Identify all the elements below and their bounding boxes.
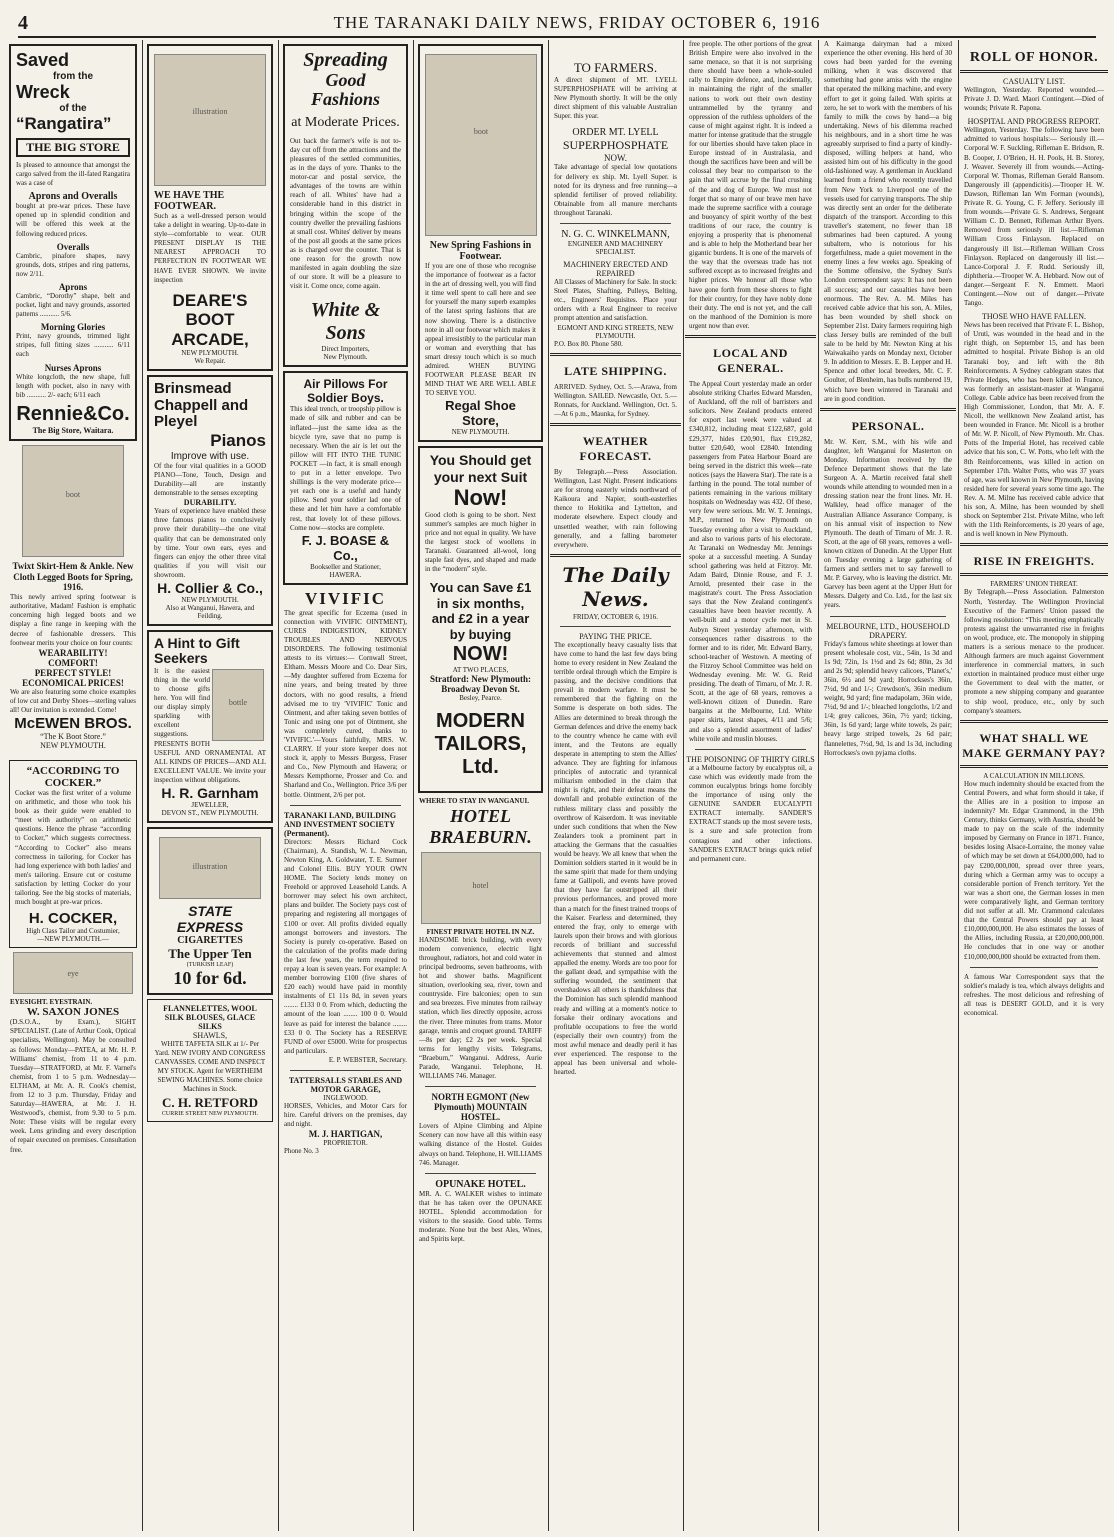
germany-text: How much indemnity should be exacted from the Central Powers, and what form should it take, if the Allies are in a position to impose an indemnity? Mr. Edgar Crammond, in the 19th Century, thinks Germany, with Austria, should be made to pay on the scale of the indemnity imposed by Germany on France in 1871. France, besides losing Alsace-Lorraine, the money value of which may be set down at £64,000,000, had to pay £200,000,000, spread over three years, during which a German army was to occupy a considerable portion of French territory. Yet the war was a short one, the German losses in men were comparatively light, and German territory did not suffer at all. Mr. Crammond calculates that the Central Powers should pay at least £10,000,000,000. He also estimates the losses of the Allies, including Russia, at £20,000,000,000. He concludes that in one way or another £10,000,000,000 should be extracted from them. <box>964 779 1104 961</box>
taranaki-society-text: Directors: Messrs Richard Cock (Chairman), A. Standish, W. L. Newman, Newton King, A. Goldwater, T. E. Sumner and Colonel Ellis. BUY YOUR OWN HOME. The Society lends money on Freehold or approved Leasehold Lands. A borrower may select his own architect, plans and builder. The Society pays cost of preparing and registering all mortgages of £100 or over. All profits divided equally amongst borrowers and investors. The Society is purely co-operative. Based on the calculation of the profits made during the last few years, the term required to repay a loan is seven years. For example: A member borrowing £100 (five shares of £20 each) would have paid in monthly instalments of £1 11s 8d, in seven years ........ £133 0 0. From which, deducting the amount of the loan ........ 100 0 0. Would leave as paid for interest the balance ........ £33 0 0. The Society has a RESERVE FUND of over £5000. Write for prospectus and particulars. <box>284 837 407 1055</box>
retford-name: C. H. RETFORD <box>161 1094 259 1110</box>
state-express-upper-ten: The Upper Ten <box>168 946 252 962</box>
mcewen-text-2: We are also featuring some choice examples of low cut and Derby Shoes—sterling values all! Our invitation is extended. Come! <box>10 687 136 714</box>
taranaki-society-heading: TARANAKI LAND, BUILDING AND INVESTMENT SOCIETY (Permanent). <box>284 810 397 838</box>
deare-headline: WE HAVE THE FOOTWEAR. <box>154 190 225 212</box>
column-1 <box>6 40 140 1531</box>
column-rule <box>278 40 279 1531</box>
editorial-continued: free people. The other portions of the great British Empire were also involved in the same menace, so that it is not surprising there should have been a whole-souled rally to Empire defence, and, incidentally, in maintaining the right of the smaller nations to work out their own destiny untrammelled by the tyranny and oppression of the ruthless upholders of the cause of might against right. It is indeed a matter for intense gratitude that the struggle for our liberties should have taken place in Europe instead of in Australasia, and though the sacrifices have been and will be colossal they bear no comparison to the gain that will accrue by the final crushing of the and dog of Europe. We must not forget that so many of our brave men have made the supreme sacrifice with a courage and buoyancy of spirit worthy of the best traditions of our race, the country is enjoying a prosperity that is phenomenal and is able to help the Motherland bear her gigantic burdens. It is one of the marvels of the way that the overseas trade has not suffered except as to increased freights and higher prices. We honour all those who have gone forth from these shores to fight for their country, for they have nobly done their duty. The end is not yet, and the call on the manhood of the Dominion is more urgent now than ever. <box>689 40 812 330</box>
collier-durability: DURABILITY. <box>183 498 237 508</box>
casualty-heading: CASUALTY LIST. <box>1003 77 1065 86</box>
cocker-tagline: High Class Tailor and Costumier, <box>26 927 120 936</box>
column-6 <box>685 40 816 1531</box>
rennie-headline-4: of the <box>59 103 87 114</box>
column-3 <box>280 40 411 1531</box>
weather-heading: WEATHER FORECAST. <box>579 433 652 463</box>
rennie-tagline: The Big Store, Waitara. <box>32 425 114 435</box>
rennie-name: Rennie&Co. <box>16 402 130 425</box>
cocker-name: H. COCKER, <box>28 910 118 928</box>
modern-tailors-headline: You Should get your next Suit <box>429 452 532 485</box>
winkelmann-box: P.O. Box 80. Phone 580. <box>554 339 623 348</box>
hotel-illustration: hotel <box>421 852 541 924</box>
woman-illustration: illustration <box>159 837 261 899</box>
deare-advert <box>147 44 273 371</box>
mcewen-point-2: COMFORT! <box>48 657 98 668</box>
state-express-price: 10 for 6d. <box>173 968 247 989</box>
tea-notice: A famous War Correspondent says that the soldier's malady is tea, which always delights and refreshes. The most delicious and refreshing of all teas is DESERT GOLD, and it is very economical. <box>964 972 1104 1017</box>
hospital-text: Wellington, Yesterday. The following have been admitted to various hospitals:— Seriously ill.—Corporal W. F. Suckling, Rifleman E. Bridson, R. B. Cooper, J. O'Brien, H. H. Pools, H. B. Storey, J. Weaver. Severely ill from wounds.—Acting-Corporal W. Thomas, Rifleman Gerald Ransom. Dangerously ill (appendicitis).—Trooper H. W. Dawson, Rifleman Ian Wm Forman (wounds), Private R. G. Young, C. F. Jeffery. Seriously ill from wounds.—Private G. S. Andrews, Sergeant William C. D. Bennett, Rifleman Arthur Byers. Removed from seriously ill list.—Rifleman William Cross Finlayson. Replaced on dangerously ill list.—Rifleman William Cross Finlayson. Replaced on dangerously ill list.—Lance-Corporal J. F. Rudd. Seriously ill, diphtheria.—Trooper W. A. Hebbard. Now out of danger.—Sergeant F. N. Emmett. Maori Contingent.—Now out of danger.—Private Tango. <box>964 126 1104 308</box>
column-rule <box>413 40 414 1531</box>
modern-tailors-save: You can Save £1 in six months, and £2 in a year by buying <box>429 580 532 643</box>
deare-name: DEARE'S BOOT ARCADE, <box>171 290 249 349</box>
opunake-text: MR. A. C. WALKER wishes to intimate that he has taken over the OPUNAKE HOTEL. Splendid accommodation for visitors to the seaside. Good table. Terms moderate. None but the best Ales, Wines, and Spirits kept. <box>419 1189 542 1244</box>
modern-tailors-now: Now! <box>453 484 508 510</box>
retford-text: WHITE TAFFETA SILK at 1/- Per Yard. NEW IVORY AND CONGRESS CANVASSES. COME AND INSPECT MY STOCK. Agent for WERTHEIM SEWING MACHINES. Some choice Machines in Stock. <box>154 1040 266 1094</box>
garnham-name: H. R. Garnham <box>161 785 259 802</box>
white-sons-town: New Plymouth. <box>323 353 368 362</box>
cocker-text: Cocker was the first writer of a volume on arithmetic, and those who took his book as their guide were enabled to “meet with authority” on arithmetic questions. Hence the phrase “according to Cocker,” which suggests correctness. “According to Cocker” also means correctness in tailoring, for Cocker has had long experience with both ladies' and men's tailoring. Ensure cut or costume satisfaction by letting Cocker do your tailoring. See the big stocks of materials, much bought at pre-war prices. <box>15 789 131 907</box>
collier-improve: Improve with use. <box>170 450 250 462</box>
nurses-aprons-heading: Nurses Aprons <box>44 362 102 373</box>
mcewen-point-1: WEARABILITY! <box>38 647 108 658</box>
order-heading: ORDER MT. LYELL <box>572 127 659 139</box>
white-sons-name: White & Sons <box>310 299 381 345</box>
vivific-text: The great specific for Eczema (used in connection with VIVIFIC OINTMENT), CURES INDIGESTION, KIDNEY TROUBLES AND NERVOUS DISORDERS. The following testimonial attests to its virtues:— Cornwall Street, Eltham. Messrs Moore and Co. Dear Sirs,—My daughter suffered from Eczema for nine years, and being treated by three doctors, with no good results, a friend advised me to try 'VIVIFIC' Tonic and Ointment, and after taking seven bottles of Tonic and using one pot of Ointment, she was completely cured, thanks to 'VIVIFIC.'—Yours faithfully, MRS. W. CLARRY. If your store keeper does not stock it, apply to Messrs Burgess, Fraser and Co., New Plymouth and Hawera; or Messrs Kempthorne, Prosser and Co. and Sharland and Co., Wellington. Price 3/6 per bottle. Ointment, 2/6 per pot. <box>284 608 407 799</box>
state-express-cigarettes: CIGARETTES <box>177 935 243 947</box>
editorial-text: The exceptionally heavy casualty lists that have come to hand the last few days bring home to every resident in New Zealand the terrible ordeal through which the Empire is passing, and the decisive conditions that prevail in modern warfare. It must be remembered that the fighting on the Somme is desperate on both sides. The Allies are determined to break through the German defences and drive the enemy back to the country whence he came with evil intent, and the Teutons are equally desperate in attempting to stem the Allies' advance. They are fighting for infamous principles of autocratic and tyrannical militarism embodied in the claim that might is right, and their defeat means the downfall and probable extinction of the ruthless military class and possibly the overthrow of Kaiserdom. It was inevitable under such conditions that when the New Zealanders took a prominent part in attacking the Germans that the casualties would be heavy. We all knew that when the Dominion soldiers started in it would be in the same spirit that made for them undying fame at Gallipoli, and events have proved that they have far outstripped all their previous performances, and proved more than a match for the finest trained troops of the Kaiser. Fearless and determined, they entered the fray, only to emerge with laurels upon their brows and with glorious records of brilliant and successful achievements that stunned and almost appalled the enemy. Words are too poor for the gallant dead, and sympathise with the suffering wounded, the sentiment that overshadows all others is thankfulness that the Dominion has such splendid manhood ready and willing at a moment's notice to forsake their ordinary avocations and profitable occupations to free the world (especially their own country) from the most awful menace and deadly peril it has ever experienced. The response to the appeal has been universal and whole-hearted. <box>554 640 677 1077</box>
eyesight-name: W. SAXON JONES <box>26 1006 120 1019</box>
column-2 <box>144 40 276 1531</box>
germany-heading: WHAT SHALL WE MAKE GERMANY PAY? <box>962 730 1106 760</box>
fallen-heading: THOSE WHO HAVE FALLEN. <box>982 312 1086 322</box>
tattersalls-title: PROPRIETOR. <box>323 1139 368 1148</box>
column-8 <box>960 40 1108 1531</box>
modern-tailors-text: Good cloth is going to be short. Next summer's samples are much higher in price and not equal in quality. We have the largest stock of woollens in Taranaki. Guaranteed all-wool, long staple fast dyes, and shaped and made in the “modern” style. <box>425 510 536 574</box>
order-now: NOW. <box>604 153 627 164</box>
personal-heading: PERSONAL. <box>851 418 925 433</box>
mcewen-headline: Twixt Skirt-Hem & Ankle. New Cloth Legged Boots for Spring, 1916. <box>12 560 134 593</box>
order-text: Take advantage of special low quotations for delivery ex ship. Mt. Lyell Super. is noted for its dryness and free running—a splendid fertiliser of proved reliability. Obtainable from all manure merchants throughout Taranaki. <box>554 163 677 217</box>
taranaki-society-secretary: E. P. WEBSTER, Secretary. <box>328 1055 407 1064</box>
modern-tailors-streets: Broadway Devon St. <box>441 683 520 694</box>
egmont-text: Lovers of Alpine Climbing and Alpine Scenery can now have all this within easy walking distance of the Hostel. Guides always on hand. Telephone, H. WILLIAMS 746. Manager. <box>419 1122 542 1167</box>
braeburn-caption: FINEST PRIVATE HOTEL IN N.Z. <box>426 927 535 936</box>
tattersalls-phone: Phone No. 3 <box>284 1147 319 1156</box>
garnham-title: JEWELLER, <box>191 801 229 810</box>
tattersalls-text: HORSES, Vehicles, and Motor Cars for hire. Careful drivers on the premises, day and night. <box>284 1102 407 1129</box>
mcewen-point-3: PERFECT STYLE! <box>34 667 112 678</box>
air-pillows-headline: Air Pillows For Soldier Boys. <box>303 377 388 406</box>
boot-illustration: boot <box>22 445 124 557</box>
shipping-heading: LATE SHIPPING. <box>564 363 667 378</box>
regal-caption: New Spring Fashions in Footwear. <box>429 240 532 262</box>
overalls-text: Cambric, pinafore shapes, navy grounds, dots, stripes and ring patterns, now 2/11. <box>16 251 130 278</box>
column-rule <box>958 40 959 1531</box>
poisoning-text: at a Melbourne factory by eucalyptus oil, a case which was evidently made from the common eucalyptus brings home forcibly the importance of using only the GENUINE SANDER EUCALYPTI EXTRACT internally. SANDER'S EXTRACT stands up the most severe tests, is a sure and safe protection from contagious and other infections. SANDER'S EXTRACT brings quick relief and permanent cure. <box>689 763 812 863</box>
local-news-continued: A Kaimanga dairyman had a mixed experience the other evening. His herd of 30 cows had been yarded for the evening milking, when it was discovered that something had gone amiss with the engine that operated the milking machine, and every effort to get it going failed. With spirits at zero, he set to work with the members of his family to milk the cows by hand—a big undertaking. News of his dilemma reached his neighbours, and in a short time he was agreeably surprised to find a party of kindly-disposed, willing helpers at hand, who assisted him out of his difficulty in the good old-fashioned way. A gentleman in Auckland learned from a friend who recently travelled from New York to Liverpool one of the vessels used for carrying transports. The ship was directly sent an order for the deliberate dispatch of the transport. According to this traveller's statement, no fewer than 18 submarines had been captured. A young subaltern, who is notorious for his forgetfulness, made a quiet movement in the enemy lines a few weeks ago. Speaking of the Somme offensive, the Sydney Sun's London correspondent says: It has not been all success; and our casualties have been enormous. The Rev. A. M. Miles has received cable advice that his son, A. Miles, has been wounded by shell shock on September 21st. Dairy farmers requiring high class Jersey bulls are reminded of the bull sale to be held by Mr. Newton King at his Waiwakaiho yards on Monday next, October 9. In addition to Messrs. E. B. Lepper and H. Spence and other local breeders, Mr. C. F. Goulter, of Blenheim, has bulls numbered 19, which have been wintered in Taranaki and are in good condition. <box>824 40 952 403</box>
local-general-heading: LOCAL AND GENERAL. <box>713 346 788 375</box>
boase-name: F. J. BOASE & Co., <box>301 532 390 563</box>
modern-tailors-now-2: NOW! <box>452 642 509 665</box>
man-illustration: illustration <box>154 54 266 186</box>
rennie-intro: Is pleased to announce that amongst the cargo salved from the ill-fated Rangatira was a case of <box>16 161 130 188</box>
state-express-advert <box>147 827 273 995</box>
rennie-headline-3: Wreck <box>16 82 70 102</box>
fallen-text: News has been received that Private F. L. Bishop, of Urutì, was wounded in the head and in the right thigh, on September 15, and has been admitted to hospital. Private Bishop is an old Taranaki boy, and left with the 8th Reinforcements. A Sydney cablegram states that Private Hedges, who has been killed in France, was formerly an assistant-master at Wanganui College. Cable advice has been received from the High Commissioner, London, that Mr. A. F. Nicoll, the wellknown New Zealand artist, has been wounded in France. Mr. Nicoll is a brother of Mr. W. P. Nicoll, of New Plymouth. Mr. Chas. Potts of the Imperial Hotel, has received cable advice that his son, C. W. Potts, who left with the 8th Reinforcements, was killed in action on September 17th. Walter Potts, who was 37 years of age, was well known in New Plymouth, having resided here for several years some time ago. The Rev. A. M. Milne has received cable advice that his son, A. Milne, has been wounded by shell shock on September 21st. Private Milne, who left with the 11th Reinforcements, is 20 years of age, and is well known in New Plymouth. <box>964 321 1104 539</box>
editorial-heading: PAYING THE PRICE. <box>579 631 652 641</box>
retford-headline: FLANNELETTES, WOOL SILK BLOUSES, GLACE SILKS <box>163 1004 257 1032</box>
editorial-date: FRIDAY, OCTOBER 6, 1916. <box>572 612 659 621</box>
deare-town: NEW PLYMOUTH. <box>181 349 239 358</box>
column-7 <box>820 40 956 1531</box>
modern-tailors-places: AT TWO PLACES, <box>452 665 509 674</box>
rennie-advert <box>9 44 137 441</box>
column-rule <box>683 40 684 1531</box>
melbourne-text: Friday's famous white sheetings at lower than present wholesale cost, viz., 54in, 1s 3d and 1s 9d; 72in, 1s 1½d and 2s 6d; 80in, 2s 3d and 2s 9d; splendid heavy calicoes, 'Planet's,' 36in, 6½ and 9d yard; Horrockses's 36in, 7½d, 9d and 1/-; Crewdson's, 36in medium weight, 9d yard; fine madapolam, 36in wide, 7½d, 9d and 1/-; bleached longcloths, 1/2 and 1/4; grey calicoes, 36in, 7½ yard; ticking, 36in, 1s 6d yard; large white towels, 2s pair; heavy large striped towels, 2s 6d pair; flannelettes, 7½d, 9d, 1s and 1s 3d, including Horrockses's own pyjama cloths. <box>824 639 953 757</box>
winkelmann-text: All Classes of Machinery for Sale. In stock: Steel Plates, Shafting, Pulleys, Belting, etc., Engineers' Requisites. Place your orders with a Real Engineer to receive prompt attention and satisfaction. <box>554 278 677 323</box>
garnham-town: DEVON ST., NEW PLYMOUTH. <box>161 809 259 818</box>
deare-tagline: We Repair. <box>194 357 226 366</box>
retford-advert <box>147 999 273 1122</box>
freights-text: By Telegraph.—Press Association. Palmerston North, Yesterday. The Wellington Provincial Executive of the Farmers' Union passed the following resolution: “This meeting emphatically protests against the unwarranted rise in freights on wool, produce, etc. The monopoly in shipping matters is a serious menace to the producer. Although farmers are much against Government interference in commercial matters, in such extortion in maintained produce must either urge the Government to deal with the matter, or promote a new shipping company and guarantee to ship wool, produce, etc., only by such company's steamers. <box>964 588 1104 715</box>
collier-headline: Brinsmead Chappell and Pleyel <box>154 380 249 431</box>
roll-of-honor-heading: ROLL OF HONOR. <box>969 50 1099 65</box>
column-4 <box>415 40 546 1531</box>
rennie-headline: Saved <box>16 50 70 70</box>
collier-text-2: Years of experience have enabled these three famous pianos to conclusively prove their durability—the one vital quality that can be demonstrated only by time. Your own ears, eyes and fingers can enjoy the other three vital qualities if you will visit our showroom. <box>154 507 266 579</box>
collier-tagline: Also at Wanganui, Hawera, and Feilding. <box>165 604 255 621</box>
mcewen-tagline: “The K Boot Store.” <box>40 732 106 742</box>
garnham-text: It is the easiest thing in the world to choose gifts here. You will find our display simply sparkling with excellent suggestions. PRESENTS BOTH USEFUL AND ORNAMENTAL AT ALL KINDS OF PRICES—AND ALL EXCELLENT VALUE. We invite your inspection without obligations. <box>154 666 266 784</box>
shipping-text: ARRIVED. Sydney, Oct. 5.—Arawa, from Wellington. SAILED. Newcastle, Oct. 5.—Ronnats, for Auckland. Wellington, Oct. 5.—At 6 p.m., Maunka, for Sydney. <box>554 382 677 418</box>
personal-text: Mr. W. Kerr, S.M., with his wife and daughter, left Wanganui for Masterton on Monday. Information received by the Defence Department shows that the late Surgeon A. A. Martin received fatal shell wounds while attending to wounded men in a dressing station near the front lines. Mr. H. Walkley, head office manager of the Australian Alliance Assurance Company, is on his annual visit of inspection to New Plymouth. The death of Timaru of Mr. J. R. Scott, at the age of 68 years, removes a well-known citizen of Dunedin. At the Upper Hutt on Tuesday evening a large gathering of farmers and settlers met to say farewell to Mr. P. Garvey, who is leaving the district. Mr. Garvey has been agent at the Upper Hutt for Messrs. Dalgety and Co. Ltd., for the last six years. <box>824 437 952 610</box>
eye-illustration: eye <box>13 952 133 994</box>
morning-glories-text: Print, navy grounds, trimmed light stripes, full fitting sizes ........... 6/11 each <box>16 332 130 359</box>
collier-advert <box>147 375 273 626</box>
moderate-prices-headline: at Moderate Prices. <box>291 114 400 130</box>
regal-town: NEW PLYMOUTH. <box>451 428 510 437</box>
freights-subheading: FARMERS' UNION THREAT. <box>990 580 1078 589</box>
column-rule <box>818 40 819 1531</box>
white-sons-advert <box>283 44 408 367</box>
mcewen-point-4: ECONOMICAL PRICES! <box>22 677 124 688</box>
modern-tailors-names: Besley, Pearce. <box>459 693 502 702</box>
cocker-town: —NEW PLYMOUTH.— <box>37 935 109 944</box>
vivific-headline: VIVIFIC <box>304 588 387 608</box>
aprons2-heading: Aprons <box>58 281 88 292</box>
farmers-heading: TO FARMERS. <box>573 60 658 75</box>
weather-text: By Telegraph.—Press Association. Wellington, Last Night. Present indications are for strong easterly winds northward of Kaikoura and Napier, south-easterlies thence to Hokitika and Lyttelton, and moderate elsewhere. Expect cloudy and unsettled weather, with rain following generally, and a falling barometer everywhere. <box>554 467 677 549</box>
white-sons-tagline: Direct Importers, <box>321 345 370 354</box>
tattersalls-heading: TATTERSALLS STABLES AND MOTOR GARAGE, <box>288 1076 403 1094</box>
state-express-turkish-leaf: (TURKISH LEAF) <box>186 962 234 969</box>
freights-heading: RISE IN FREIGHTS. <box>973 554 1095 569</box>
boase-tagline: Bookseller and Stationer, <box>310 562 381 571</box>
morning-glories-heading: Morning Glories <box>40 322 106 333</box>
braeburn-top: WHERE TO STAY IN WANGANUI. <box>419 796 530 805</box>
nurses-aprons-text: White longcloth, the new shape, full length with pocket, also in navy with bib ........... 2/- each; 6/11 each <box>16 372 130 399</box>
tattersalls-location: INGLEWOOD. <box>323 1094 368 1102</box>
casualty-text: Wellington, Yesterday. Reported wounded.—Private J. D. Ward. Maori Contingent.—Died of wounds; Private R. Papona. <box>964 86 1104 113</box>
retford-sub: SHAWLS, <box>192 1031 228 1041</box>
masthead <box>18 10 1096 38</box>
mcewen-text: This newly arrived spring footwear is authoritative, Madam! Fashion is emphatic concerning high legged boots and we display a fine range in keeping with the decree of fashionable dressers. This footwear merits your choice on four counts: <box>10 593 136 647</box>
local-general-text: The Appeal Court yesterday made an order absolute striking Charles Edward Marsden, of Auckland, off the roll of barristers and solicitors. New Zealand products entered for export last week were valued at £340,812, including meat £122,687, gold £29,377, hides £20,901, flax £19,282, butter £20,640, wool £2840. Intending passengers from Patea Harbour Board are being served in the district this week—rate notices (says the Hawera Star). The rate is a farthing in the pound. The total number of patients remaining in the various military hospitals on Wednesday was 432. Of these, very few were serious. Mr. W. T. Jennings, M.P., returned to New Plymouth on Tuesday evening after a visit to Auckland, and also to various parts of his electorate. At Taranaki on Wednesday Mr. Jennings spoke at a successful meeting. A Sunday school gathering was held at Fitzroy. Mr. Adam Baird, Dinnie Rouse, and F. J. Arnold, presented their case in the magistrate's court. The Press Association says that the New Zealand contingent's casualties have been heavier recently. A well-built and a motor cycle met in St. Aubyn Street yesterday afternoon, with consequences rather disastrous to the former and to its rider, Mr. Edward Barry, school-teacher of Westown. A meeting of the Fitzroy School Committee was held on Wednesday evening. Mr. W. G. Reid presiding. The death of Timaru, of Mr. J. R. Scott, at the age of 68 years, removes a well-known citizen of Dunedin. Rare bargains at the Melbourne, Ltd. White paper skirts, latest shapes, 4/11 and 5/6; and also a splendid assortment of ladies' white voile and muslin blouses. <box>689 380 812 743</box>
opunake-heading: OPUNAKE HOTEL. <box>435 1178 526 1190</box>
hospital-heading: HOSPITAL AND PROGRESS REPORT. <box>967 117 1101 127</box>
regal-text: If you are one of those who recognise the importance of footwear as a factor in the art of dressing well, you will find it time well spent to call here and see for yourself the many superb examples of the latest spring fashions that are now showing. There is a distinctive note in all our footwear which makes it appeal irresistibly to the particular man or woman and everything that has smart dressy touch which is so much admired. WHEN BUYING FOOTWEAR PLEASE BEAR IN MIND THAT WE ARE WELL ABLE TO SERVE YOU. <box>425 262 537 398</box>
column-5 <box>550 40 681 1531</box>
aprons-heading: Aprons and Overalls <box>28 191 118 203</box>
white-sons-text: Out back the farmer's wife is not to-day cut off from the attractions and the pleasures of the settled communities, as in the days of yore. Thanks to the motor-car and postal service, the advantages of the towns are within reach of all. Whites' have had a considerable hand in this district in bringing within the scope of the country dweller the prevailing fashions at small cost. Whites' deliver by means of the post all goods at the same prices as is charged over the counter. That is one reason for the growth now manifested in again doubling the size of our store. It will be a pleasure to visit it. Come once, come again. <box>290 136 401 291</box>
regal-shoe-advert <box>418 44 543 442</box>
eyesight-heading: EYESIGHT. EYESTRAIN. <box>10 998 93 1007</box>
eyesight-text: (D.S.O.A., by Exam.), SIGHT SPECIALIST. (Late of Arthur Cook, Optical specialists, Wellington). May be consulted as follows: Monday—PATEA, at Mr. H. P. Williams' chemist, from 11 to 4 p.m. Tuesday—STRATFORD, at Mr. F. Varnel's chemist, from 1 to 5 p.m. Wednesday—ELTHAM, at Mr. A. R. Cook's chemist, from 12 to 3 p.m. Thursday, Friday and Saturday—HAWERA, at Mr. J. H. Westwood's, chemist, from 9.30 to 5 p.m. Note: These visits will be regular every week. Lens grinding and every description of repair executed on premises. Consultation free. <box>10 1018 136 1154</box>
page-number: 4 <box>18 11 29 34</box>
germany-subheading: A CALCULATION IN MILLIONS. <box>983 771 1085 780</box>
boot-illustration: boot <box>425 54 537 236</box>
winkelmann-name: N. G. C. WINKELMANN, <box>561 229 670 241</box>
air-pillows-text: This ideal trench, or troopship pillow is made of silk and rubber and can be inflated—just the same idea as the bicycle tyre, save that no pump is necessary. When the air is let out the pillow will FIT INTO THE TUNIC POCKET —in fact, it is small enough to put in a letter envelope. Two shillings is the very moderate price—yet each one is a useful and handy pillow. Send your soldier lad one of these and let him have a comfortable rest, that lovely lot of these pillows. Come now—stocks are complete. <box>290 405 401 532</box>
modern-tailors-advert <box>418 446 543 792</box>
garnham-headline: A Hint to Gift Seekers <box>154 635 240 667</box>
aprons-text: bought at pre-war prices. These have opened up in splendid condition and will be offered this week at the following reduced prices. <box>16 202 130 238</box>
melbourne-heading: MELBOURNE, LTD., HOUSEHOLD DRAPERY. <box>826 621 950 640</box>
regal-name: Regal Shoe Store, <box>445 398 516 429</box>
winkelmann-title: ENGINEER AND MACHINERY SPECIALIST. <box>567 240 664 257</box>
column-rule <box>548 40 549 1531</box>
editorial-masthead: The Daily News. <box>562 562 669 611</box>
mcewen-town: NEW PLYMOUTH. <box>40 741 106 751</box>
cocker-headline: “ACCORDING TO COCKER.” <box>26 765 120 790</box>
modern-tailors-locations: Stratford: New Plymouth: <box>430 673 531 684</box>
spreading-headline: Spreading <box>303 49 388 71</box>
rennie-headline-2: from the <box>53 71 93 82</box>
cocker-advert <box>9 760 137 948</box>
column-rule <box>142 40 143 1531</box>
modern-tailors-name: MODERN TAILORS, Ltd. <box>434 709 527 778</box>
boase-advert <box>283 371 408 584</box>
braeburn-name: HOTEL BRAEBURN. <box>429 805 532 847</box>
big-store-banner: THE BIG STORE <box>16 138 130 157</box>
winkelmann-heading: MACHINERY ERECTED AND REPAIRED <box>563 260 668 279</box>
collier-pianos: Pianos <box>210 430 266 450</box>
collier-name: H. Collier & Co., <box>157 580 263 597</box>
deare-text: Such as a well-dressed person would take a delight in wearing. Up-to-date in style—comfortable to wear. OUR PRESENT DISPLAY IS THE NEAREST APPROACH TO PERFECTION IN FOOTWEAR WE HAVE EVER SHOWN. We invite inspection <box>154 212 266 284</box>
aprons2-text: Cambric, “Dorothy” shape, belt and pocket, light and navy grounds, assorted patterns ........... 5/6. <box>16 291 130 319</box>
boase-town: HAWERA. <box>329 570 362 579</box>
garnham-advert <box>147 630 273 823</box>
perfume-bottle-illustration: bottle <box>212 669 264 741</box>
overalls-heading: Overalls <box>56 241 90 252</box>
good-fashions-headline: Good Fashions <box>310 70 381 109</box>
tattersalls-name: M. J. HARTIGAN, <box>308 1129 383 1140</box>
winkelmann-address: EGMONT AND KING STREETS, NEW PLYMOUTH. <box>557 323 674 340</box>
farmers-text: A direct shipment of MT. LYELL SUPERPHOSPHATE will be arriving at New Plymouth shortly. It will be the only direct shipment of this valuable Australian Super. this year. <box>554 76 677 121</box>
retford-town: CURRIE STREET NEW PLYMOUTH. <box>161 1110 259 1117</box>
state-express-headline: STATE EXPRESS <box>176 903 244 936</box>
mcewen-name: McEWEN BROS. <box>14 715 132 733</box>
newspaper-title: THE TARANAKI DAILY NEWS, FRIDAY OCTOBER 6, 1916 <box>333 13 821 32</box>
poisoning-heading: THE POISONING OF THIRTY GIRLS <box>686 754 815 764</box>
egmont-heading: NORTH EGMONT (New Plymouth) MOUNTAIN HOSTEL. <box>431 1092 530 1123</box>
rennie-headline-5: “Rangatira” <box>16 114 112 133</box>
order-superphosphate: SUPERPHOSPHATE <box>562 138 669 153</box>
braeburn-text: HANDSOME brick building, with every modern convenience, electric light throughout, radiators, hot and cold water in principal bedrooms, seven bathrooms, with hot and shower baths. Magnificent situation, overlooking sea, river, town and countryside. Fire balconies; open to sun and sea breezes. Five minutes from railway station, which lies directly opposite, across the river. Three minutes from trams. Motor garage, tennis and croquet ground. TARIFF—8s per day; £2 2s per week. Special terms for lengthy visits. Telegrams, “Braeburn,” Wanganui. Address, Aurie Parade, Wanganui. Telephone, H. WILLIAMS 746. Manager. <box>419 935 542 1081</box>
collier-text: Of the four vital qualities in a GOOD PIANO—Tone, Touch, Design and Durability—all are instantly demonstrable to the senses excepting <box>154 461 266 498</box>
collier-town: NEW PLYMOUTH. <box>181 596 239 605</box>
